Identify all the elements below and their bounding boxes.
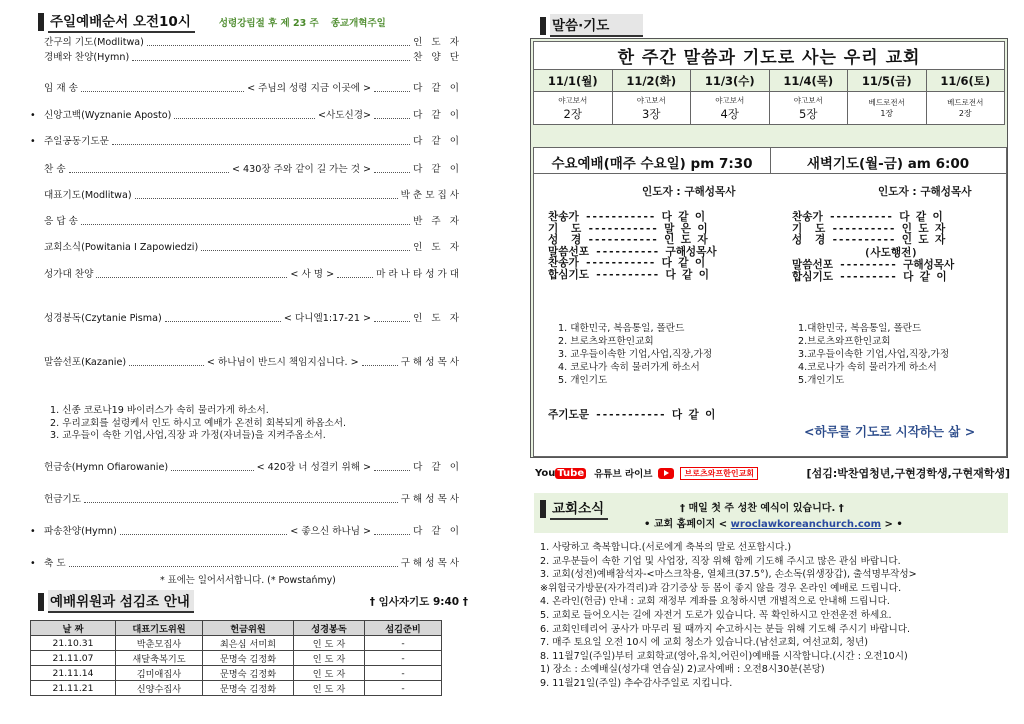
order-subtitle2: 종교개혁주일	[330, 17, 386, 29]
worship-order-list	[30, 37, 462, 369]
reading-book: 야고보서	[715, 95, 745, 105]
dawn-prayer: 5.개인기도	[798, 375, 845, 386]
notice-item: 2. 교우분들이 속한 기업 및 사업장, 직장 위해 함께 기도해 주시고 많은 관심 바랍니다.	[540, 555, 901, 567]
word-title: 말씀·기도	[550, 14, 643, 37]
leader-dots	[112, 144, 410, 145]
wednesday-item: 찬송가 ----------- 다 같 이	[548, 257, 706, 270]
table-cell: 인 도 자	[294, 651, 365, 666]
day-date: 11/3(수)	[691, 70, 770, 92]
order-person: 다 같 이	[413, 136, 462, 147]
schedule-panel	[533, 147, 1007, 457]
table-cell: 인 도 자	[294, 681, 365, 696]
col-header: 날 짜	[31, 621, 116, 636]
wednesday-prayer: 2. 브로츠와프한인교회	[558, 336, 654, 347]
table-row	[31, 681, 442, 696]
dawn-prayer: 4.코로나가 속히 물러가게 하소서	[798, 362, 937, 373]
order-person: 다 같 이	[413, 164, 462, 175]
col-header: 헌금위원	[203, 621, 294, 636]
wednesday-item: 찬송가 ----------- 다 같 이	[548, 211, 706, 223]
header-bar	[540, 17, 546, 35]
order-person: 반 주 자	[413, 216, 462, 227]
reading-chapter: 5장	[799, 106, 818, 121]
order-person: 구해성목사	[400, 494, 462, 505]
leader-dots	[96, 277, 287, 278]
youtube-strip	[535, 463, 1010, 483]
reading-chapter: 4장	[720, 106, 739, 121]
wednesday-leader: 인도자 : 구해성목사	[642, 186, 736, 198]
order-detail: < 다니엘1:17-21 >	[283, 313, 372, 324]
day-date: 11/6(토)	[926, 70, 1005, 92]
dawn-book: (사도행전)	[864, 247, 918, 259]
order-item	[30, 52, 462, 64]
news-line1: † 매일 첫 주 성찬 예식이 있습니다. †	[680, 503, 844, 514]
order-item	[30, 136, 462, 148]
youtube-logo	[535, 468, 586, 479]
day-reading	[691, 92, 770, 125]
notice-item: 1) 장소 : 소예배실(성가대 연습실) 2)교사예배 : 오전8시30분(본당)	[540, 664, 825, 676]
notice-item: 9. 11월21일(주일) 추수감사주일로 지킵니다.	[540, 677, 733, 689]
order-person: 다 같 이	[413, 83, 462, 94]
order-person: 다 같 이	[413, 110, 462, 121]
order-detail: < 주님의 성령 지금 이곳에 >	[247, 83, 372, 94]
order-item	[30, 190, 462, 202]
order-label: 임 재 송	[44, 83, 78, 94]
order-label: 성가대 찬양	[44, 269, 94, 280]
notice-item: 6. 교회인테리어 공사가 마무리 될 때까지 수고하시는 분들 위해 기도해 주시기 바랍니다.	[540, 623, 911, 635]
notice-list	[540, 541, 917, 691]
wednesday-title: 수요예배(매주 수요일) pm 7:30	[551, 156, 753, 172]
prayer-line: 3. 교우들이 속한 기업,사업,직장 과 가정(자녀들)을 지켜주옵소서.	[50, 430, 326, 441]
prayer-line: 2. 우리교회를 설령케서 인도 하시고 예배가 온전히 회복되게 하옵소서.	[50, 417, 347, 429]
order-bullet: •	[30, 558, 36, 569]
table-cell: 문명숙 김정화	[203, 666, 294, 681]
order-detail: < 좋으신 하나님 >	[290, 526, 372, 537]
reading-chapter: 1장	[880, 109, 894, 118]
dawn-title: 새벽기도(월-금) am 6:00	[806, 156, 970, 172]
leader-dots	[135, 198, 398, 199]
table-row	[31, 636, 442, 651]
order-bullet: •	[30, 136, 36, 147]
reading-book: 야고보서	[558, 95, 588, 105]
table-cell: 21.11.14	[31, 666, 116, 681]
reading-chapter: 3장	[642, 106, 661, 121]
order-person: 인 도 자	[413, 37, 462, 48]
order-label: 신앙고백(Wyznanie Aposto)	[44, 110, 172, 121]
dawn-item: 합심기도 --------- 다 같 이	[792, 270, 947, 283]
table-cell: 인 도 자	[294, 666, 365, 681]
wednesday-item: 기 도 ----------- 말 은 이	[548, 222, 708, 235]
leader-dots	[147, 45, 410, 46]
order-label: 교회소식(Powitania I Zapowiedzi)	[44, 242, 199, 253]
youtube-live-label: 유튜브 라이브	[594, 469, 653, 480]
table-cell: -	[365, 666, 442, 681]
order-item	[30, 462, 462, 474]
leader-dots	[201, 250, 410, 251]
order-person: 인 도 자	[413, 313, 462, 324]
serving-team: [섬김:박찬엽청년,구현경학생,구현재학생]	[806, 467, 1010, 480]
header-bar	[38, 13, 44, 31]
order-person: 박춘모집사	[400, 190, 462, 201]
news-line2	[644, 515, 903, 530]
committee-title: 예배위원과 섬김조 안내	[48, 590, 194, 613]
dawn-item: 기 도 ---------- 인 도 자	[792, 222, 946, 235]
order-label: 헌금송(Hymn Ofiarowanie)	[44, 462, 169, 473]
order-item	[30, 357, 462, 369]
notice-item: 5. 교회로 들어오시는 길에 자전거 도로가 있습니다. 꼭 확인하시고 안전운전 하세요.	[540, 609, 892, 621]
table-cell: 21.11.07	[31, 651, 116, 666]
order-label: 축 도	[44, 558, 66, 569]
table-cell: -	[365, 651, 442, 666]
stand-note: * 표에는 일어서서합니다. (* Powstańmy)	[160, 575, 336, 586]
homepage-suffix: > •	[881, 519, 903, 530]
order-item	[30, 242, 462, 254]
order-detail: < 사 명 >	[290, 269, 335, 280]
order-title: 주일예배순서 오전10시	[48, 10, 195, 33]
table-cell: 인 도 자	[294, 636, 365, 651]
order-person: 찬 양 단	[413, 52, 462, 63]
committee-table	[30, 620, 442, 696]
schedule-area	[531, 147, 1007, 457]
table-cell: 신양수집사	[116, 681, 203, 696]
day-date: 11/1(월)	[534, 70, 613, 92]
order-person: 다 같 이	[413, 462, 462, 473]
leader-dots	[362, 365, 398, 366]
order-label: 성경봉독(Czytanie Pisma)	[44, 313, 162, 324]
order-label: 말씀선포(Kazanie)	[44, 357, 127, 368]
order-label: 파송찬양(Hymn)	[44, 526, 117, 537]
order-item	[30, 526, 462, 538]
leader-dots	[374, 470, 410, 471]
order-item	[30, 313, 462, 325]
leader-dots	[84, 502, 398, 503]
dawn-prayer: 2.브로츠와프한인교회	[798, 336, 891, 347]
order-label: 찬 송	[44, 164, 66, 175]
order-person: 인 도 자	[413, 242, 462, 253]
col-header: 성경봉독	[294, 621, 365, 636]
day-date: 11/2(화)	[612, 70, 691, 92]
order-item	[30, 110, 462, 122]
table-cell: 김미애집사	[116, 666, 203, 681]
wednesday-item: 합심기도 ---------- 다 같 이	[548, 268, 709, 281]
order-detail: < 420장 너 성결키 위해 >	[256, 462, 372, 473]
day-reading	[926, 92, 1005, 125]
reading-book: 야고보서	[793, 95, 823, 105]
wednesday-prayer: 1. 대한민국, 복음통일, 폴란드	[558, 323, 685, 334]
weekly-table	[533, 41, 1005, 125]
leader-dots	[174, 118, 315, 119]
order-label: 헌금기도	[44, 494, 82, 505]
table-cell: 문명숙 김정화	[203, 681, 294, 696]
leader-dots	[374, 534, 410, 535]
order-item	[30, 164, 462, 176]
dawn-prayer: 3.교우들이속한 기업,사업,직장,가정	[798, 349, 950, 360]
order-subtitle: 성령강림절 후 제 23 주	[218, 17, 319, 29]
reading-book: 베드로전서	[947, 98, 984, 107]
day-reading	[534, 92, 613, 125]
wednesday-items	[548, 212, 717, 282]
leader-dots	[120, 534, 287, 535]
dawn-items	[792, 212, 945, 247]
wednesday-item: 말씀선포 ---------- 구해성목사	[548, 245, 717, 258]
play-icon[interactable]	[658, 468, 674, 479]
leader-dots	[165, 321, 281, 322]
day-date: 11/5(금)	[848, 70, 927, 92]
table-row	[31, 666, 442, 681]
order-person: 마라나타성가대	[376, 269, 462, 280]
wednesday-item: 성 경 ----------- 인 도 자	[548, 234, 708, 247]
news-header	[540, 497, 608, 520]
word-box	[530, 38, 1008, 458]
weekly-title: 한 주간 말씀과 기도로 사는 우리 교회	[534, 42, 1005, 70]
order-header	[38, 10, 386, 33]
dawn-items-2	[792, 260, 954, 283]
homepage-label: • 교회 홈페이지 <	[644, 519, 731, 530]
dawn-item: 성 경 ---------- 인 도 자	[792, 234, 946, 247]
order-detail: < 하나님이 반드시 책임지십니다. >	[206, 357, 359, 368]
leader-dots	[337, 277, 373, 278]
dawn-item: 찬송가 ---------- 다 같 이	[792, 211, 943, 223]
dawn-slogan: <하루를 기도로 시작하는 삶 >	[804, 424, 976, 439]
leader-dots	[374, 118, 410, 119]
order-label: 경배와 찬양(Hymn)	[44, 52, 130, 63]
table-cell: -	[365, 681, 442, 696]
table-cell: -	[365, 636, 442, 651]
order-label: 대표기도(Modlitwa)	[44, 190, 132, 201]
table-cell: 새달축복기도	[116, 651, 203, 666]
table-cell: 최은심 서미희	[203, 636, 294, 651]
word-header	[540, 14, 643, 37]
table-row	[31, 651, 442, 666]
order-person: 구해성목사	[400, 357, 462, 368]
reading-book: 베드로전서	[868, 98, 905, 107]
col-header: 섬김준비	[365, 621, 442, 636]
table-cell: 문명숙 김정화	[203, 651, 294, 666]
leader-dots	[374, 321, 410, 322]
reading-chapter: 2장	[563, 106, 582, 121]
notice-item: 3. 교회(성전)예배참석자-<마스크착용, 열체크(37.5°), 손소독(위생장갑), 출석명부작성>	[540, 569, 917, 581]
order-label: 간구의 기도(Modlitwa)	[44, 37, 144, 48]
leader-dots	[69, 566, 398, 567]
order-item	[30, 83, 462, 95]
wednesday-closing: 주기도문 ----------- 다 같 이	[548, 409, 716, 421]
order-item	[30, 558, 462, 570]
youtube-logo-tube: Tube	[557, 467, 585, 479]
day-reading	[769, 92, 848, 125]
order-detail: < 430장 주와 같이 길 가는 것 >	[231, 164, 372, 175]
dawn-leader: 인도자 : 구해성목사	[878, 186, 972, 198]
news-title: 교회소식	[550, 497, 608, 520]
order-person: 다 같 이	[413, 526, 462, 537]
title-rule	[534, 173, 1006, 174]
dawn-prayers	[798, 322, 949, 387]
reading-book: 야고보서	[636, 95, 666, 105]
homepage-link[interactable]: wroclawkoreanchurch.com	[730, 519, 882, 530]
leader-dots	[171, 470, 253, 471]
order-bullet: •	[30, 526, 36, 537]
dawn-item: 말씀선포 --------- 구해성목사	[792, 259, 955, 271]
notice-item: 4. 온라인(헌금) 안내 : 교회 재정부 계좌를 요청하시면 개별적으로 안내해 드립니다.	[540, 596, 890, 608]
leader-dots	[129, 365, 204, 366]
order-person: 구해성목사	[400, 558, 462, 569]
committee-note: † 임사자기도 9:40 †	[369, 596, 468, 608]
notice-item: 8. 11월7일(주일)부터 교회학교(영아,유치,어린이)예배를 시작합니다.(시간 : 오전10시)	[540, 650, 908, 662]
order-item	[30, 494, 462, 506]
order-bullet: •	[30, 110, 36, 121]
wednesday-prayer: 3. 교우들이속한 기업,사업,직장,가정	[558, 349, 713, 360]
order-label: 주일공동기도문	[44, 136, 109, 147]
notice-item: 7. 매주 토요일 오전 10시 에 교회 청소가 있습니다.(남선교회, 여선교회, 청년)	[540, 637, 868, 649]
news-header-box	[534, 493, 1008, 533]
leader-dots	[81, 91, 244, 92]
order-item	[30, 216, 462, 228]
col-header: 대표기도위원	[116, 621, 203, 636]
committee-header	[38, 590, 468, 613]
wednesday-prayer: 5. 개인기도	[558, 375, 608, 386]
notice-item: ※위험국가방문(자가격리)과 감기증상 등 몸이 좋지 않을 경우 온라인 예배로 드립니다.	[540, 582, 902, 594]
table-cell: 21.10.31	[31, 636, 116, 651]
leader-dots	[81, 224, 410, 225]
youtube-channel[interactable]: 브로츠와프한인교회	[680, 467, 758, 480]
dawn-prayer: 1.대한민국, 복음통일, 폴란드	[798, 323, 922, 334]
header-bar	[540, 500, 546, 518]
youtube-logo-you: You	[535, 467, 556, 479]
order-item	[30, 269, 462, 281]
header-bar	[38, 593, 44, 611]
leader-dots	[69, 172, 229, 173]
day-reading	[612, 92, 691, 125]
day-date: 11/4(목)	[769, 70, 848, 92]
order-item	[30, 37, 462, 49]
worship-order-list-2	[30, 462, 462, 570]
leader-dots	[374, 91, 410, 92]
leader-dots	[132, 60, 410, 61]
wednesday-prayer: 4. 코로나가 속히 물러가게 하소서	[558, 362, 700, 373]
sermon-prayers	[50, 405, 470, 443]
prayer-line: 1. 신종 코로나19 바이러스가 속히 물러가게 하소서.	[50, 405, 269, 416]
table-cell: 박춘모집사	[116, 636, 203, 651]
leader-dots	[374, 172, 410, 173]
order-label: 응 답 송	[44, 216, 78, 227]
table-cell: 21.11.21	[31, 681, 116, 696]
notice-item: 1. 사랑하고 축복합니다.(서로에게 축복의 말로 선포합시다.)	[540, 542, 792, 553]
order-detail: <사도신경>	[317, 110, 372, 121]
reading-chapter: 2장	[958, 109, 972, 118]
day-reading	[848, 92, 927, 125]
wednesday-prayers	[558, 322, 712, 387]
